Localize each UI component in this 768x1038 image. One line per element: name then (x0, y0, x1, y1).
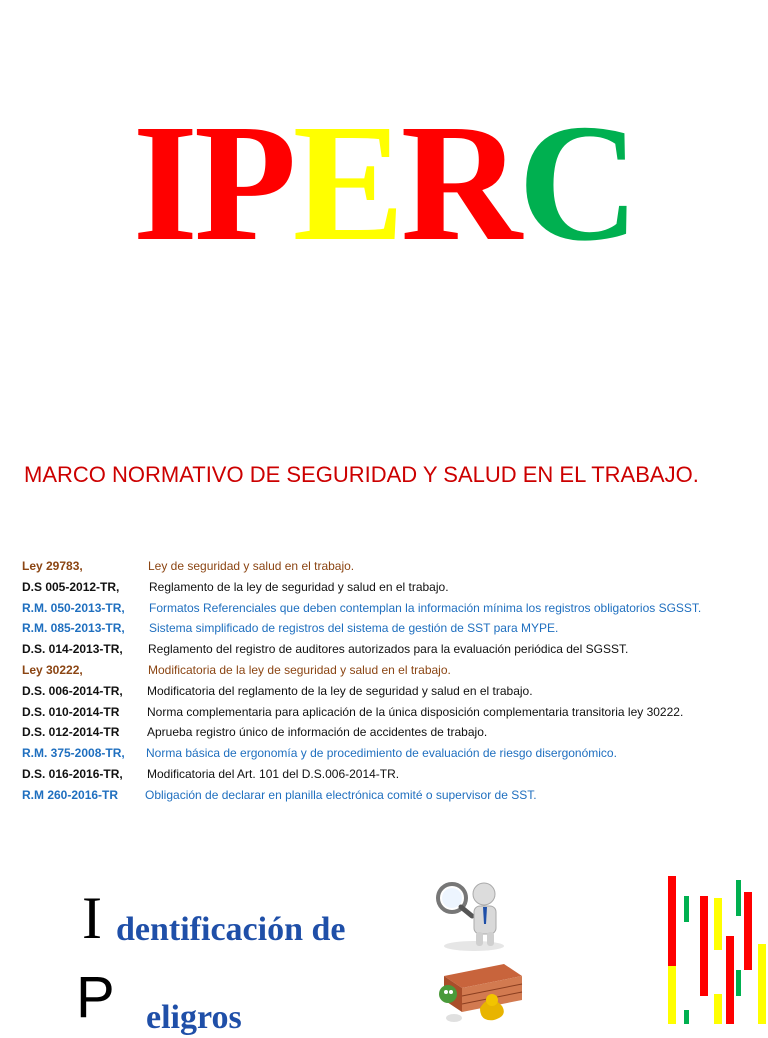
norm-row (22, 722, 762, 743)
norm-desc: Ley de seguridad y salud en el trabajo. (148, 559, 355, 573)
norm-code: D.S. 010-2014-TR (22, 704, 120, 719)
norm-desc: Modificatoria de la ley de seguridad y salud en el trabajo. (148, 662, 451, 677)
acronym-letter-i: I (82, 885, 102, 951)
norm-desc: Formatos Referenciales que deben contemplan la información mínima los registros obligatorios SGSST. (149, 600, 702, 615)
norm-code: R.M 260-2016-TR (22, 787, 119, 802)
norm-code: D.S. 012-2014-TR (22, 725, 120, 740)
norm-row (22, 639, 762, 660)
norm-desc: Norma complementaria para aplicación de la única disposición complementaria transitoria ley 30222. (147, 704, 684, 719)
decor-bar (668, 876, 676, 970)
norm-row (22, 702, 762, 723)
norm-row (22, 743, 762, 764)
norm-row (22, 660, 762, 681)
decor-bar (736, 880, 741, 916)
norm-desc: Sistema simplificado de registros del sistema de gestión de SST para MYPE. (149, 621, 559, 636)
norm-code: Ley 29783, (22, 559, 83, 573)
decor-bar (714, 898, 722, 950)
norm-row (22, 681, 762, 702)
norm-list (22, 556, 762, 806)
iperc-title (0, 90, 768, 276)
decor-bar (700, 896, 708, 996)
title-letter-i: I (132, 90, 195, 276)
norm-code: R.M. 085-2013-TR, (22, 621, 125, 636)
norm-code: D.S. 014-2013-TR, (22, 642, 123, 657)
norm-code: D.S. 016-2016-TR, (22, 766, 123, 781)
decor-bar (714, 994, 722, 1024)
construction-hazard-icon (434, 956, 530, 1024)
norm-code: D.S 005-2012-TR, (22, 579, 120, 594)
norm-code: R.M. 375-2008-TR, (22, 746, 125, 761)
norm-row (22, 618, 762, 639)
norm-desc: Reglamento del registro de auditores autorizados para la evaluación periódica del SGSST. (148, 642, 629, 657)
acronym-word-identificacion: dentificación de (116, 911, 346, 948)
acronym-word-peligros: eligros (146, 999, 242, 1036)
norm-code: D.S. 006-2014-TR, (22, 683, 123, 698)
norm-desc: Norma básica de ergonomía y de procedimiento de evaluación de riesgo disergonómico. (146, 746, 617, 761)
inspector-magnifier-icon (428, 876, 514, 952)
norm-row (22, 577, 762, 598)
decor-bar (684, 896, 689, 922)
title-letter-r: R (400, 90, 519, 276)
section-heading: MARCO NORMATIVO DE SEGURIDAD Y SALUD EN EL TRABAJO. (24, 462, 699, 487)
acronym-letter-p: P (76, 965, 115, 1030)
norm-desc: Reglamento de la ley de seguridad y salud en el trabajo. (149, 579, 449, 594)
norm-row (22, 556, 762, 577)
decor-bar (726, 936, 734, 1024)
title-letter-p: P (194, 90, 293, 276)
decorative-bars (664, 874, 768, 1024)
decor-bar (758, 944, 766, 1024)
norm-row (22, 785, 762, 806)
norm-code: R.M. 050-2013-TR, (22, 600, 125, 615)
decor-bar (744, 892, 752, 970)
norm-code: Ley 30222, (22, 662, 83, 677)
norm-desc: Obligación de declarar en planilla electrónica comité o supervisor de SST. (145, 787, 537, 802)
norm-row (22, 598, 762, 619)
title-letter-c: C (518, 90, 636, 276)
decor-bar (684, 1010, 689, 1024)
norm-desc: Modificatoria del Art. 101 del D.S.006-2014-TR. (147, 766, 400, 781)
norm-row (22, 764, 762, 785)
decor-bar (736, 970, 741, 996)
norm-desc: Modificatoria del reglamento de la ley de seguridad y salud en el trabajo. (147, 683, 533, 698)
decor-bar (668, 966, 676, 1024)
title-letter-e: E (292, 90, 401, 276)
norm-desc: Aprueba registro único de información de accidentes de trabajo. (147, 725, 488, 740)
